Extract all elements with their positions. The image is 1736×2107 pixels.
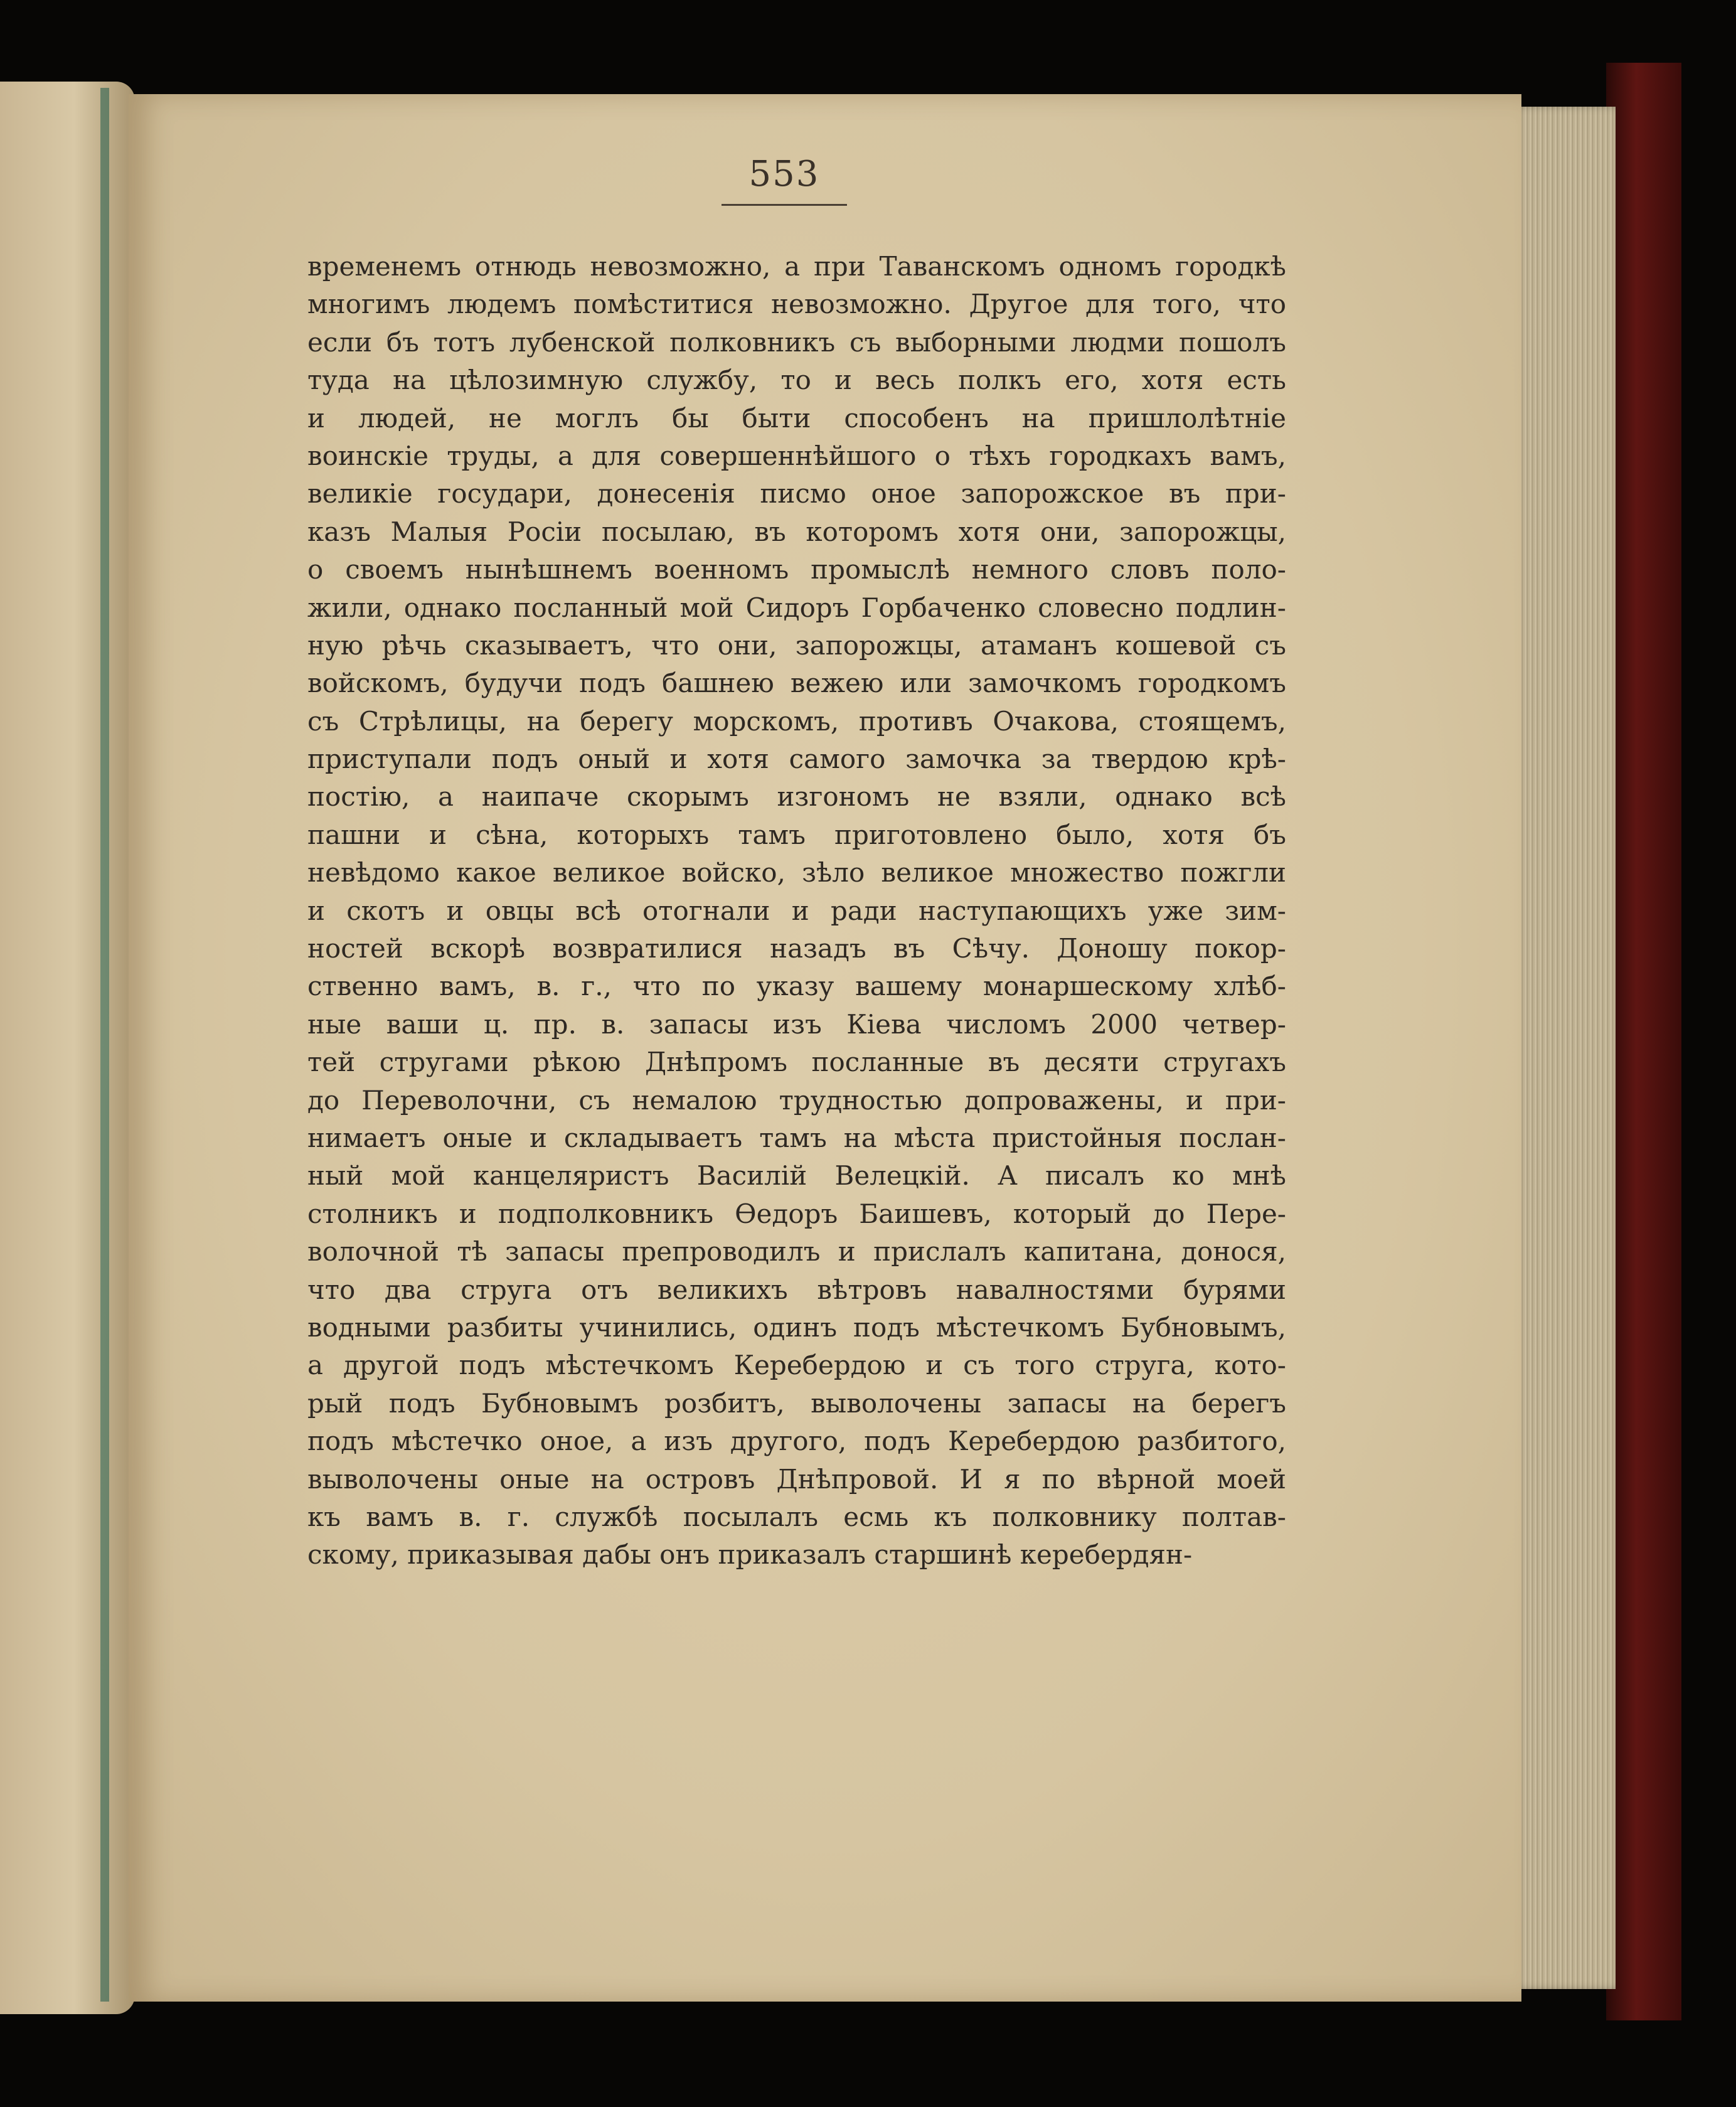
text-line: воинскіе труды, а для совершеннѣйшого о тѣхъ городкахъ вамъ, [307,440,1286,471]
text-line: жили, однако посланный мой Сидоръ Горбаченко словесно подлин- [307,592,1286,623]
text-line: что два струга отъ великихъ вѣтровъ навалностями бурями [307,1274,1286,1305]
text-line: ную рѣчь сказываетъ, что они, запорожцы, атаманъ кошевой съ [307,629,1286,661]
text-line: нимаетъ оные и складываетъ тамъ на мѣста пристойныя послан- [307,1122,1286,1153]
text-line: съ Стрѣлицы, на берегу морскомъ, противъ Очакова, стоящемъ, [307,705,1286,737]
page-body-text [307,248,1286,1574]
text-line: если бъ тотъ лубенской полковникъ съ выборными людми пошолъ [307,326,1286,358]
text-line: ностей вскорѣ возвратилися назадъ въ Сѣчу. Доношу покор- [307,933,1286,964]
text-line: тей стругами рѣкою Днѣпромъ посланные въ десяти стругахъ [307,1047,1286,1078]
page-number-rule [722,204,847,206]
book-binding [1606,63,1681,2020]
text-line: ный мой канцеляристъ Василій Велецкій. А писалъ ко мнѣ [307,1160,1286,1192]
previous-page-edge [100,88,109,2002]
text-line: пашни и сѣна, которыхъ тамъ приготовлено было, хотя бъ [307,819,1286,850]
text-line: рый подъ Бубновымъ розбитъ, выволочены запасы на берегъ [307,1387,1286,1419]
text-line: о своемъ нынѣшнемъ военномъ промыслѣ немного словъ поло- [307,554,1286,585]
text-line: приступали подъ оный и хотя самого замочка за твердою крѣ- [307,744,1286,775]
text-line: постію, а наипаче скорымъ изгономъ не взяли, однако всѣ [307,781,1286,813]
text-line: столникъ и подполковникъ Ѳедоръ Баишевъ, который до Пере- [307,1198,1286,1229]
text-line: выволочены оные на островъ Днѣпровой. И я по вѣрной моей [307,1463,1286,1495]
text-line: невѣдомо какое великое войско, зѣло великое множество пожгли [307,857,1286,888]
text-line: волочной тѣ запасы препроводилъ и прислалъ капитана, донося, [307,1236,1286,1267]
text-line: ные ваши ц. пр. в. запасы изъ Кіева числомъ 2000 четвер- [307,1008,1286,1040]
text-line: а другой подъ мѣстечкомъ Керебердою и съ того струга, кото- [307,1350,1286,1381]
text-line: казъ Малыя Росіи посылаю, въ которомъ хотя они, запорожцы, [307,516,1286,547]
text-line: скому, приказывая дабы онъ приказалъ старшинѣ керебердян- [307,1539,1193,1571]
text-line: къ вамъ в. г. службѣ посылалъ есмь къ полковнику полтав- [307,1501,1286,1532]
text-line: и скотъ и овцы всѣ отогнали и ради наступающихъ уже зим- [307,895,1286,926]
text-line: войскомъ, будучи подъ башнею вежею или замочкомъ городкомъ [307,668,1286,699]
text-line: великіе государи, донесенія писмо оное запорожское въ при- [307,478,1286,509]
text-line: временемъ отнюдь невозможно, а при Таванскомъ одномъ городкѣ [307,251,1286,282]
text-line: подъ мѣстечко оное, а изъ другого, подъ Керебердою разбитого, [307,1426,1286,1457]
text-line: и людей, не моглъ бы быти способенъ на пришлолѣтніе [307,402,1286,434]
text-line: туда на цѣлозимную службу, то и весь полкъ его, хотя есть [307,365,1286,396]
page-block-edge [1509,107,1616,1989]
text-line: до Переволочни, съ немалою трудностью допроважены, и при- [307,1084,1286,1116]
text-line: многимъ людемъ помѣститися невозможно. Другое для того, что [307,289,1286,320]
text-line: ственно вамъ, в. г., что по указу вашему монаршескому хлѣб- [307,971,1286,1002]
text-line: водными разбиты учинились, одинъ подъ мѣстечкомъ Бубновымъ, [307,1311,1286,1343]
previous-page [0,82,135,2014]
page-number: 553 [748,154,820,195]
